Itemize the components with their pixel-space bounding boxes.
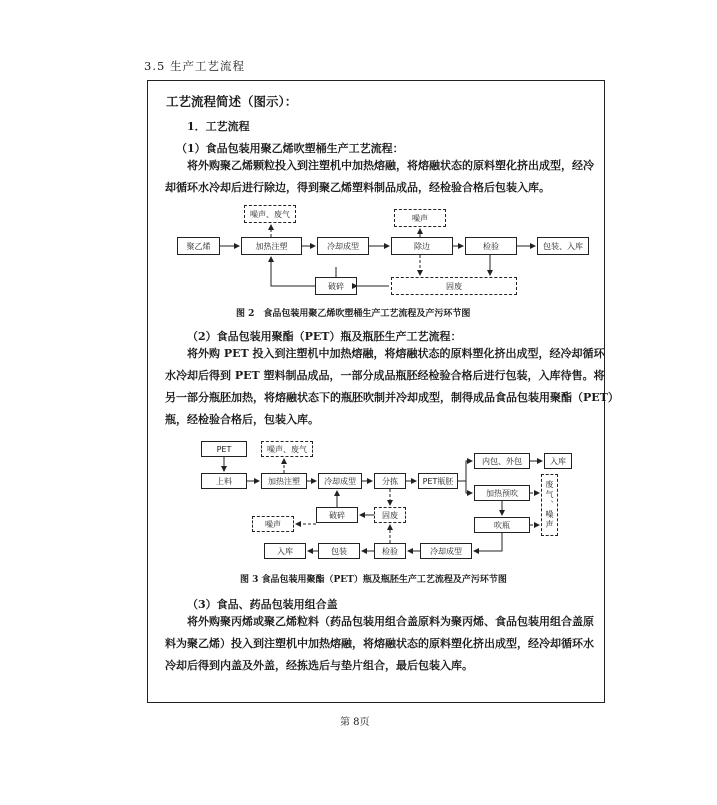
subheading-1-2: （2）食品包装用聚酯（PET）瓶及瓶胚生产工艺流程：: [187, 330, 462, 343]
fig3-heat-box: 加热注塑: [261, 473, 307, 489]
paragraph-2-line-3: 另一部分瓶胚加热，将熔融状态下的瓶胚吹制并冷却成型，制得成品食品包装用聚酯（PET）: [165, 391, 619, 404]
box-title: 工艺流程简述（图示）：: [166, 94, 298, 109]
paragraph-2-line-4: 瓶，经检验合格后，包装入库。: [165, 413, 319, 426]
fig3-cool-box: 冷却成型: [318, 473, 362, 489]
fig3-pack-box: 包装: [318, 543, 360, 559]
fig3-store2-box: 入库: [264, 543, 306, 559]
paragraph-3-line-2: 料为聚乙烯）投入到注塑机中加热熔融，将熔融状态的原料塑化挤出成型，经冷却循环水: [165, 637, 594, 650]
fig2-noise-gas-box: 噪声、废气: [244, 205, 296, 223]
fig2-inspect-box: 检验: [465, 237, 517, 255]
paragraph-1-line-1: 将外购聚乙烯颗粒投入到注塑机中加热熔融，将熔融状态的原料塑化挤出成型，经冷: [187, 159, 594, 172]
fig3-load-box: 上料: [201, 473, 247, 489]
page-number: 第 8页: [340, 717, 370, 728]
fig3-inner-outer-pack-box: 内包、外包: [474, 453, 530, 469]
fig3-caption: 图 3 食品包装用聚酯（PET）瓶及瓶胚生产工艺流程及产污环节图: [240, 575, 507, 585]
fig2-trim-box: 除边: [391, 237, 453, 255]
subheading-1-1: （1）食品包装用聚乙烯吹塑桶生产工艺流程：: [176, 142, 404, 155]
paragraph-1-line-2: 却循环水冷却后进行除边，得到聚乙烯塑料制品成品，经检验合格后包装入库。: [165, 181, 550, 194]
fig2-pack-box: 包装、入库: [537, 237, 589, 255]
fig3-noise-gas-box: 噪声、废气: [261, 441, 313, 457]
fig3-noise-box: 噪声: [252, 516, 294, 532]
fig3-sort-box: 分拣: [374, 473, 406, 489]
fig3-gas-noise-box: 废气、噪声: [541, 474, 558, 536]
fig2-heat-box: 加热注塑: [241, 237, 302, 255]
section-heading: 3.5 生产工艺流程: [144, 59, 245, 73]
fig3-cool2-box: 冷却成型: [420, 543, 472, 559]
fig2-cool-box: 冷却成型: [317, 237, 369, 255]
paragraph-3-line-1: 将外购聚丙烯或聚乙烯粒料（药品包装用组合盖原料为聚丙烯、食品包装用组合盖原: [187, 615, 594, 628]
fig3-preform-box: PET瓶胚: [418, 473, 458, 489]
paragraph-2-line-2: 水冷却后得到 PET 塑料制品成品，一部分成品瓶胚经检验合格后进行包装，入库待售。将: [165, 369, 605, 382]
subheading-1-3: （3）食品、药品包装用组合盖: [187, 598, 338, 611]
fig2-noise-box: 噪声: [394, 209, 446, 227]
fig2-caption: 图 2 食品包装用聚乙烯吹塑桶生产工艺流程及产污环节图: [236, 309, 471, 319]
fig3-preheat-box: 加热预吹: [474, 485, 530, 501]
fig3-pet-box: PET: [201, 441, 247, 457]
fig2-crush-box: 破碎: [315, 277, 357, 295]
paragraph-2-line-1: 将外购 PET 投入到注塑机中加热熔融，将熔融状态的原料塑化挤出成型，经冷却循环: [187, 347, 605, 360]
fig3-crush-box: 破碎: [316, 507, 358, 523]
fig3-inspect-box: 检验: [374, 543, 406, 559]
fig3-solid-waste-box: 固废: [374, 507, 406, 523]
fig3-store1-box: 入库: [544, 453, 572, 469]
fig2-solid-waste-box: 固废: [391, 277, 517, 295]
fig3-blow-box: 吹瓶: [474, 517, 530, 533]
fig2-pe-box: 聚乙烯: [177, 237, 220, 255]
subheading-1: 1．工艺流程: [187, 120, 250, 133]
paragraph-3-line-3: 冷却后得到内盖及外盖，经拣选后与垫片组合，最后包装入库。: [165, 659, 473, 672]
